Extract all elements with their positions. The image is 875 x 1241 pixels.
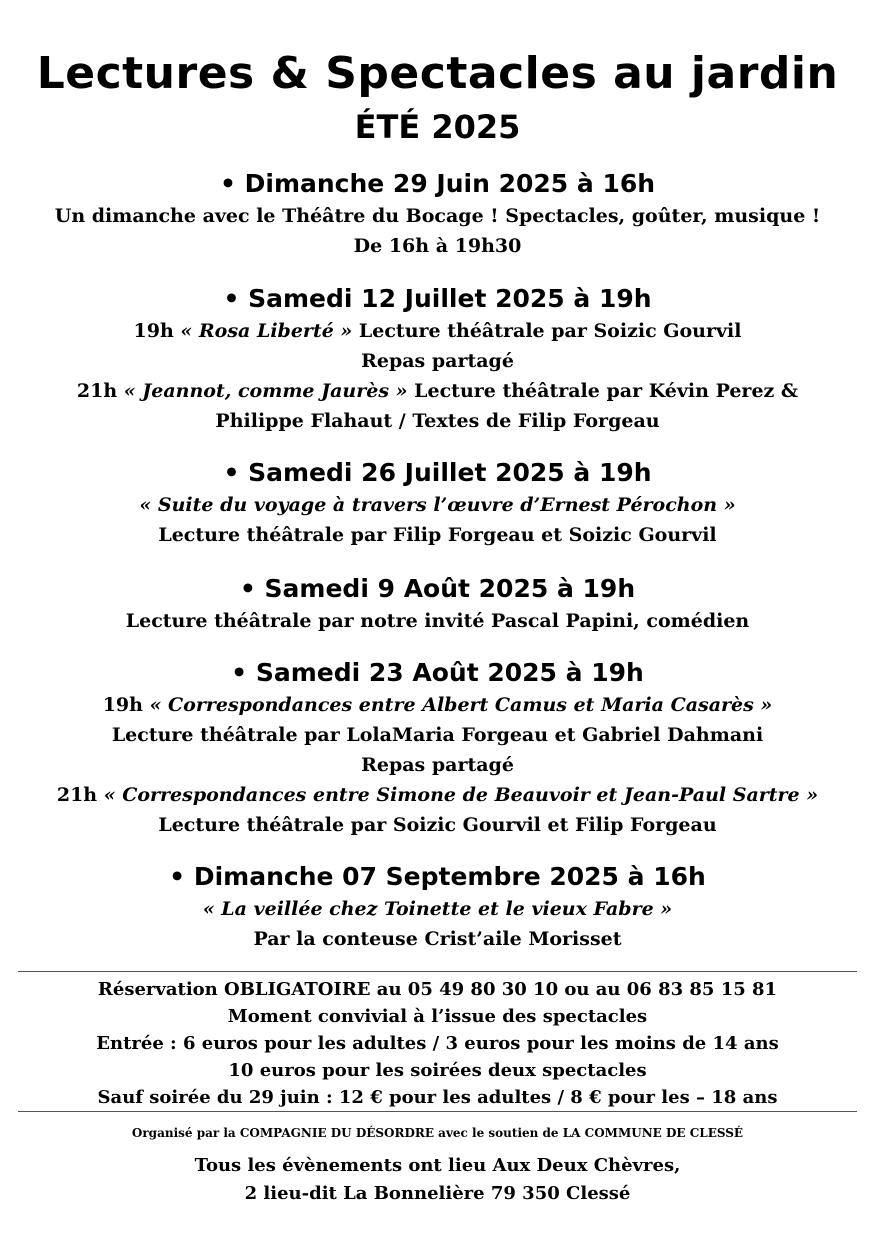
price-line: Entrée : 6 euros pour les adultes / 3 euros pour les moins de 14 ans	[96, 1033, 779, 1054]
event-detail-line	[0, 894, 875, 924]
event-detail-line	[0, 520, 875, 550]
event-block	[0, 283, 875, 436]
double-show-price-line: 10 euros pour les soirées deux spectacles	[228, 1060, 647, 1081]
divider-bottom	[18, 1111, 857, 1112]
event-detail-line	[0, 490, 875, 520]
event-detail-text: De 16h à 19h30	[353, 235, 522, 257]
event-detail-text: Lecture théâtrale par notre invité Pascal Papini, comédien	[125, 610, 750, 632]
event-detail-line	[0, 231, 875, 261]
event-detail-text: Lecture théâtrale par LolaMaria Forgeau et Gabriel Dahmani	[111, 724, 764, 746]
event-detail-text: Repas partagé	[361, 350, 514, 372]
event-block	[0, 168, 875, 261]
event-work-title: « La veillée chez Toinette et le vieux Fabre »	[202, 898, 673, 920]
venue-line: Tous les évènements ont lieu Aux Deux Chèvres,	[194, 1155, 681, 1176]
event-block	[0, 657, 875, 840]
event-detail-text: Philippe Flahaut / Textes de Filip Forgeau	[215, 410, 660, 432]
event-detail-line	[0, 376, 875, 406]
event-date-heading: • Samedi 23 Août 2025 à 19h	[231, 658, 644, 687]
event-work-title: « Jeannot, comme Jaurès »	[123, 380, 408, 402]
event-date-heading: • Samedi 9 Août 2025 à 19h	[239, 574, 636, 603]
event-detail-text: 21h	[56, 784, 104, 806]
event-work-title: « Suite du voyage à travers l’œuvre d’Ernest Pérochon »	[139, 494, 736, 516]
event-detail-line	[0, 750, 875, 780]
poster-title: Lectures & Spectacles au jardin	[36, 48, 839, 99]
event-work-title: « Correspondances entre Albert Camus et Maria Casarès »	[149, 694, 773, 716]
event-date-heading: • Dimanche 29 Juin 2025 à 16h	[219, 169, 656, 198]
event-detail-text: Lecture théâtrale par Soizic Gourvil	[352, 320, 742, 342]
event-detail-line	[0, 606, 875, 636]
event-detail-text: Lecture théâtrale par Soizic Gourvil et Filip Forgeau	[158, 814, 717, 836]
event-detail-text: 19h	[102, 694, 150, 716]
event-detail-text: Lecture théâtrale par Kévin Perez &	[407, 380, 799, 402]
event-detail-line	[0, 316, 875, 346]
event-detail-line	[0, 924, 875, 954]
event-detail-line	[0, 780, 875, 810]
practical-info	[0, 976, 875, 1111]
event-detail-line	[0, 201, 875, 231]
event-detail-line	[0, 810, 875, 840]
event-work-title: « Rosa Liberté »	[180, 320, 353, 342]
event-block	[0, 861, 875, 954]
event-detail-text: 21h	[76, 380, 124, 402]
event-date-heading: • Samedi 12 Juillet 2025 à 19h	[223, 284, 652, 313]
exception-price-line: Sauf soirée du 29 juin : 12 € pour les adultes / 8 € pour les – 18 ans	[97, 1087, 778, 1108]
moment-line: Moment convivial à l’issue des spectacles	[227, 1006, 648, 1027]
event-detail-line	[0, 346, 875, 376]
venue-address	[0, 1152, 875, 1208]
event-work-title: « Correspondances entre Simone de Beauvoir et Jean-Paul Sartre »	[103, 784, 819, 806]
address-line: 2 lieu-dit La Bonnelière 79 350 Clessé	[244, 1183, 631, 1204]
event-date-heading: • Dimanche 07 Septembre 2025 à 16h	[169, 862, 706, 891]
event-detail-text: Un dimanche avec le Théâtre du Bocage ! Spectacles, goûter, musique !	[54, 205, 821, 227]
poster-subtitle: ÉTÉ 2025	[354, 108, 521, 146]
event-block	[0, 457, 875, 550]
divider-top	[18, 971, 857, 972]
event-detail-line	[0, 406, 875, 436]
event-date-heading: • Samedi 26 Juillet 2025 à 19h	[223, 458, 652, 487]
event-detail-text: Lecture théâtrale par Filip Forgeau et Soizic Gourvil	[158, 524, 717, 546]
reservation-line: Réservation OBLIGATOIRE au 05 49 80 30 10 ou au 06 83 85 15 81	[97, 979, 778, 1000]
event-block	[0, 573, 875, 636]
event-detail-line	[0, 690, 875, 720]
event-detail-text: Par la conteuse Crist’aile Morisset	[253, 928, 622, 950]
event-detail-text: Repas partagé	[361, 754, 514, 776]
event-detail-line	[0, 720, 875, 750]
organizer-line: Organisé par la COMPAGNIE DU DÉSORDRE avec le soutien de LA COMMUNE DE CLESSÉ	[131, 1126, 744, 1140]
event-detail-text: 19h	[133, 320, 181, 342]
